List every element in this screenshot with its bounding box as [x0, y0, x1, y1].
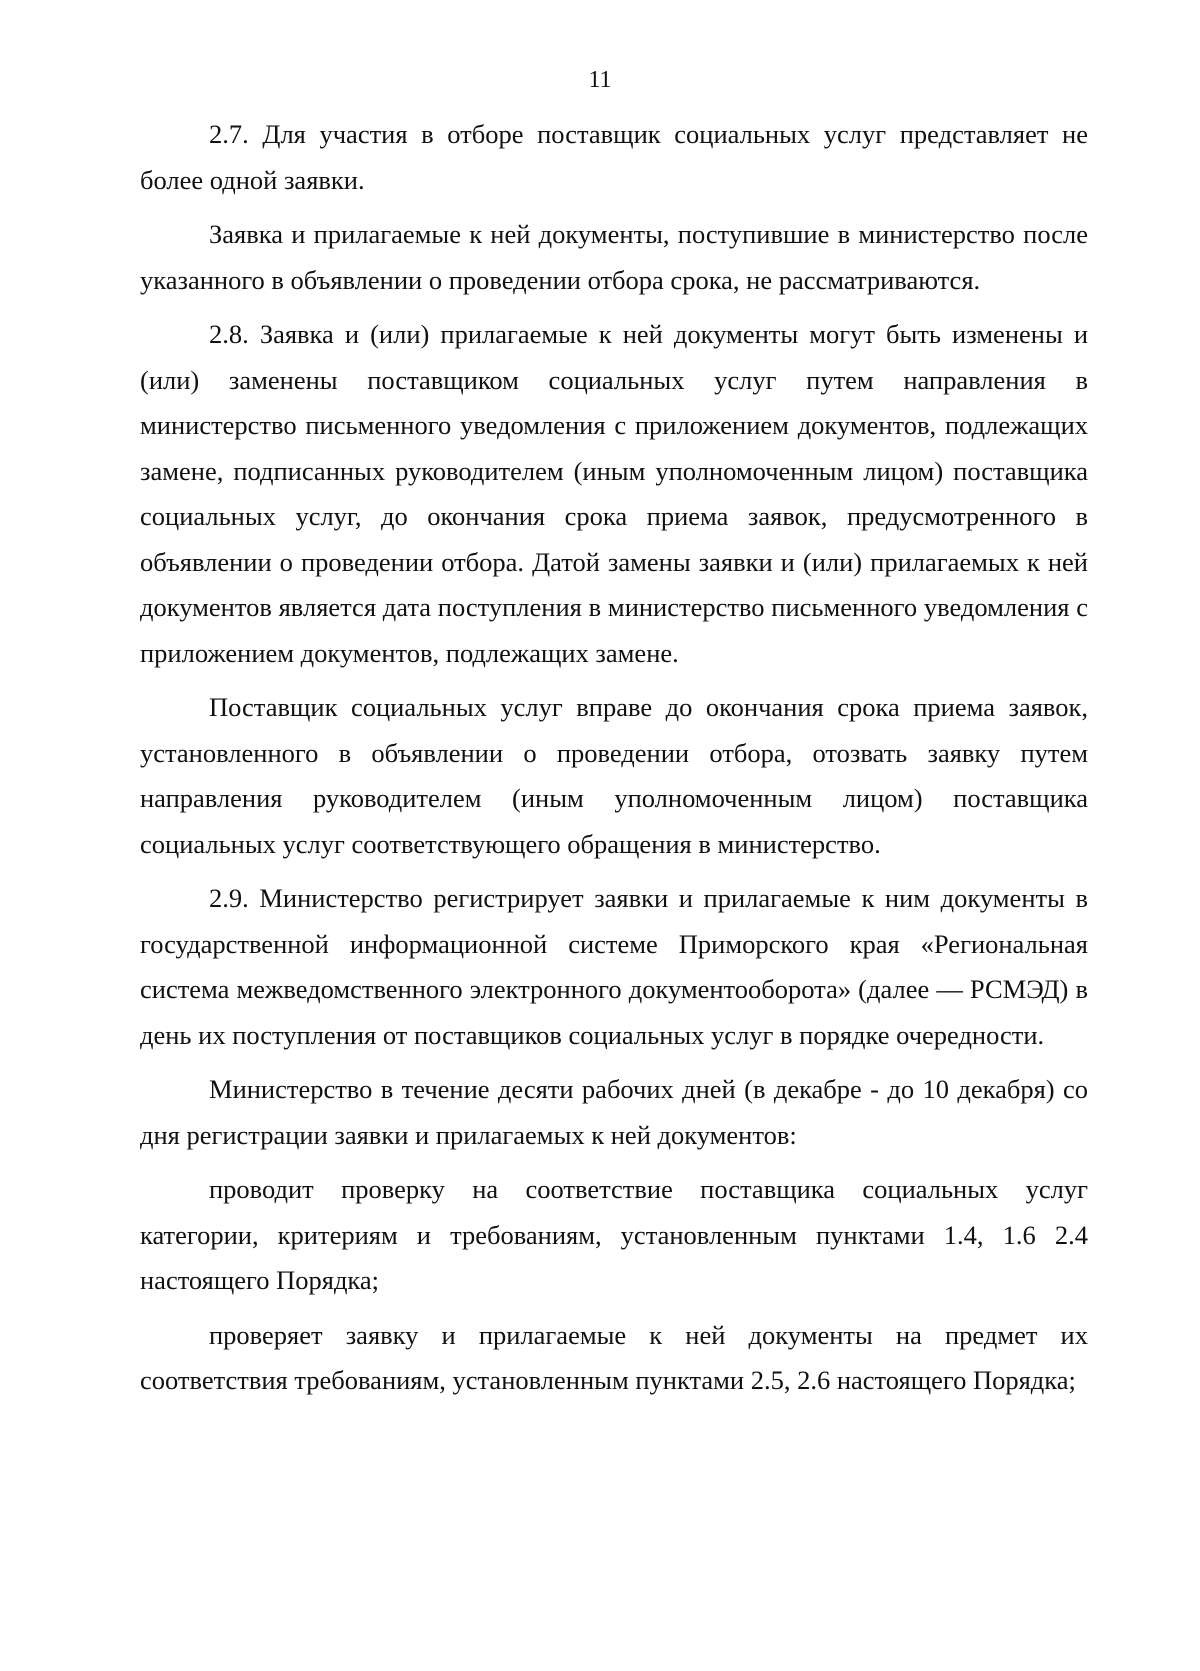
paragraph-2-7: 2.7. Для участия в отборе поставщик социальных услуг представляет не более одной заявки. [140, 119, 1088, 195]
paragraph-2-8: 2.8. Заявка и (или) прилагаемые к ней документы могут быть изменены и (или) заменены поставщиком социальных услуг путем направления в министерство письменного уведомления с приложением документов, подлежащих замене, подписанных руководителем (иным уполномоченным лицом) поставщика социальных услуг, до окончания срока приема заявок, предусмотренного в объявлении о проведении отбора. Датой замены заявки и (или) прилагаемых к ней документов является дата поступления в министерство письменного уведомления с приложением документов, подлежащих замене. [140, 319, 1088, 668]
paragraph-check-application: проверяет заявку и прилагаемые к ней документы на предмет их соответствия требованиям, установленным пунктами 2.5, 2.6 настоящего Порядка; [140, 1319, 1088, 1395]
document-body [140, 112, 1088, 1404]
paragraph-late-applications: Заявка и прилагаемые к ней документы, поступившие в министерство после указанного в объявлении о проведении отбора срока, не рассматриваются. [140, 219, 1088, 295]
paragraph-withdrawal: Поставщик социальных услуг вправе до окончания срока приема заявок, установленного в объявлении о проведении отбора, отозвать заявку путем направления руководителем (иным уполномоченным лицом) поставщика социальных услуг соответствующего обращения в министерство. [140, 692, 1088, 859]
paragraph-check-supplier: проводит проверку на соответствие поставщика социальных услуг категории, критериям и требованиям, установленным пунктами 1.4, 1.6 2.4 настоящего Порядка; [140, 1174, 1088, 1295]
paragraph-2-9: 2.9. Министерство регистрирует заявки и прилагаемые к ним документы в государственной информационной системе Приморского края «Региональная система межведомственного электронного документооборота» (далее — РСМЭД) в день их поступления от поставщиков социальных услуг в порядке очередности. [140, 883, 1088, 1050]
paragraph-ten-days: Министерство в течение десяти рабочих дней (в декабре - до 10 декабря) со дня регистрации заявки и прилагаемых к ней документов: [140, 1074, 1088, 1150]
page-number: 11 [588, 67, 612, 93]
